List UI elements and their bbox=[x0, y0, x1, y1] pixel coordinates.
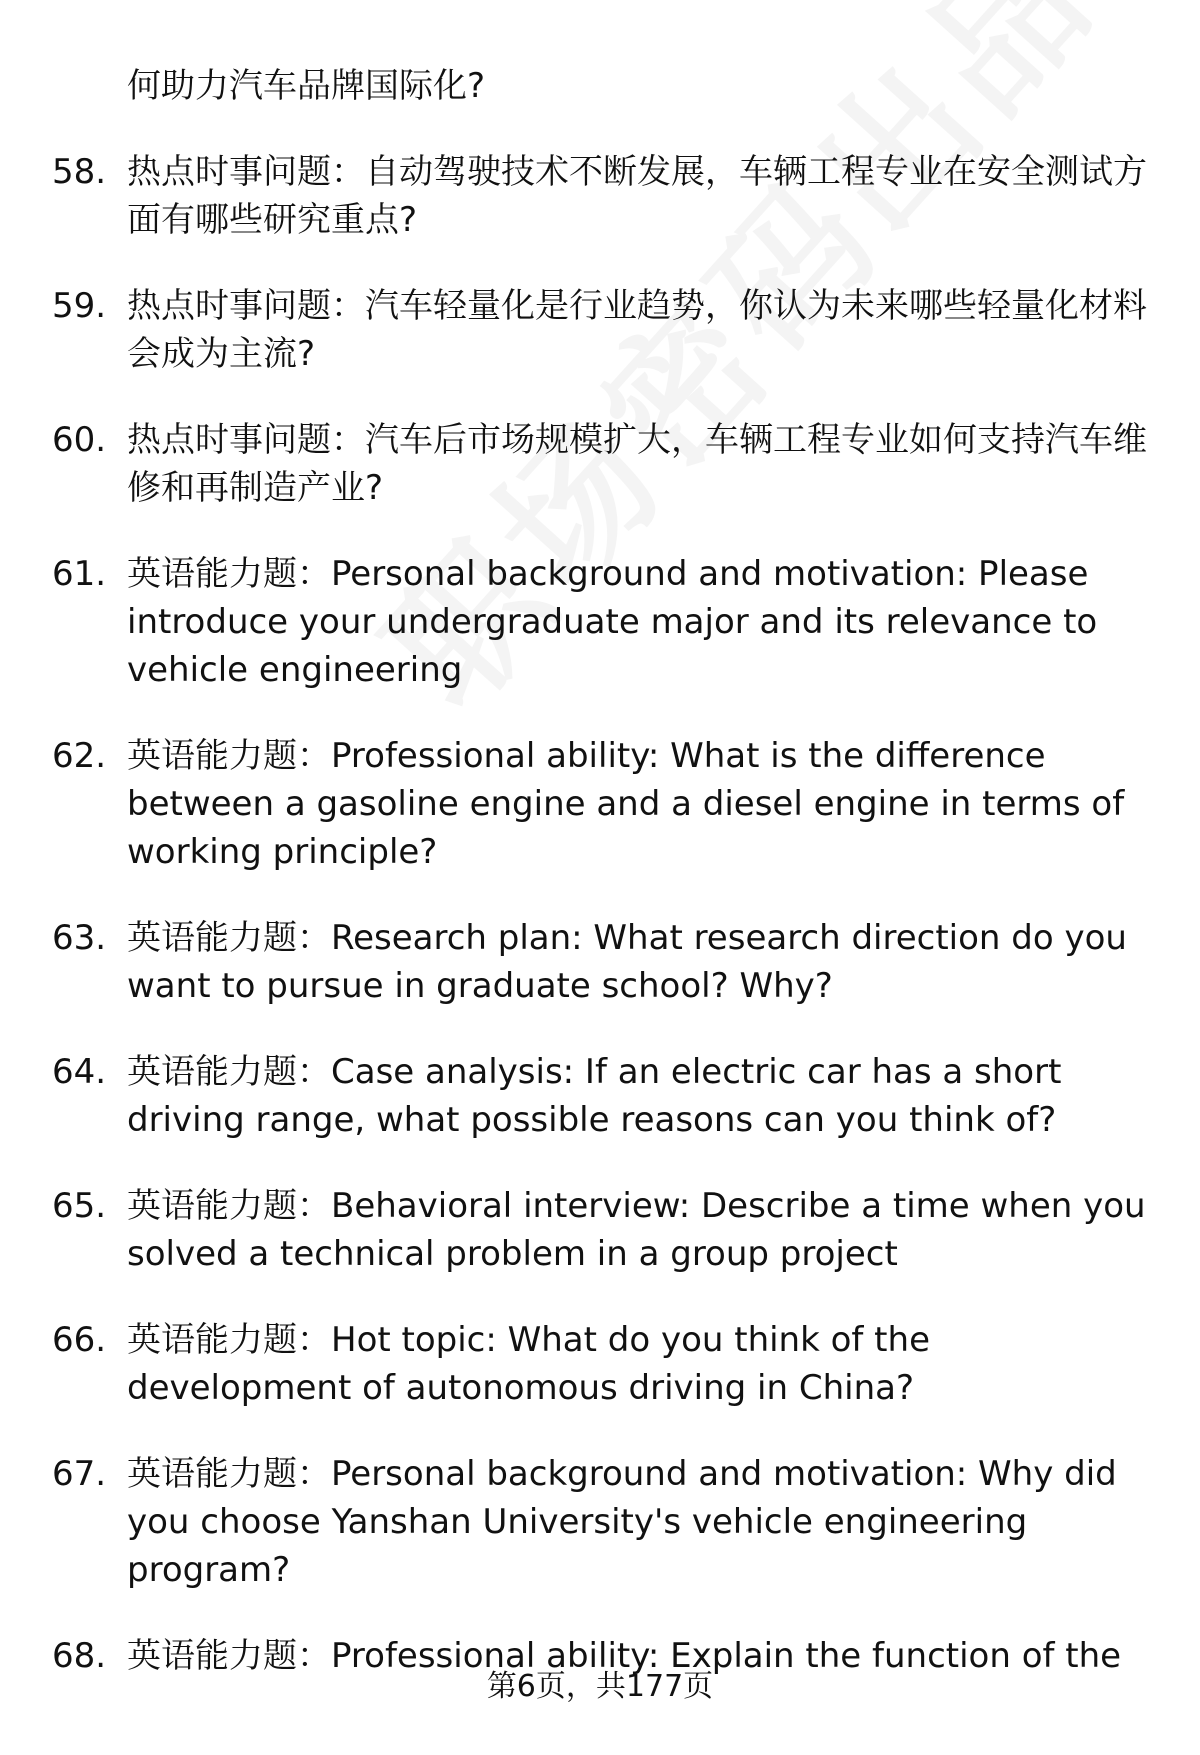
question-number: 58. bbox=[52, 152, 107, 192]
question-number: 61. bbox=[52, 554, 107, 594]
question-text: 英语能力题：Personal background and motivation: Please introduce your undergraduate major and its relevance to vehicle engineering bbox=[127, 554, 1098, 690]
question-text: 英语能力题：Case analysis: If an electric car has a short driving range, what possible reasons can you think of? bbox=[127, 1052, 1062, 1140]
question-text: 英语能力题：Research plan: What research direction do you want to pursue in graduate school? Why? bbox=[127, 918, 1127, 1006]
question-list bbox=[52, 62, 1152, 1718]
question-item bbox=[52, 1450, 1152, 1594]
question-number: 64. bbox=[52, 1052, 107, 1092]
question-item bbox=[52, 282, 1152, 378]
question-item bbox=[52, 914, 1152, 1010]
question-item bbox=[52, 1316, 1152, 1412]
question-item bbox=[52, 1182, 1152, 1278]
question-text: 热点时事问题：汽车后市场规模扩大，车辆工程专业如何支持汽车维修和再制造产业? bbox=[127, 420, 1147, 508]
question-number: 68. bbox=[52, 1636, 107, 1676]
page-footer: 第6页，共177页 bbox=[486, 1669, 714, 1704]
question-text: 英语能力题：Professional ability: Explain the function of the bbox=[127, 1636, 1122, 1676]
question-text: 英语能力题：Hot topic: What do you think of the development of autonomous driving in China? bbox=[127, 1320, 930, 1408]
question-text: 英语能力题：Personal background and motivation: Why did you choose Yanshan University's vehicle engineering program? bbox=[127, 1454, 1117, 1590]
question-item bbox=[52, 416, 1152, 512]
question-item bbox=[52, 550, 1152, 694]
question-number: 66. bbox=[52, 1320, 107, 1360]
question-number: 67. bbox=[52, 1454, 107, 1494]
question-text: 热点时事问题：汽车轻量化是行业趋势，你认为未来哪些轻量化材料会成为主流? bbox=[127, 286, 1147, 374]
question-number: 60. bbox=[52, 420, 107, 460]
question-number: 65. bbox=[52, 1186, 107, 1226]
question-item bbox=[52, 732, 1152, 876]
continuation-text: 何助力汽车品牌国际化? bbox=[127, 66, 486, 106]
question-number: 63. bbox=[52, 918, 107, 958]
question-item bbox=[52, 1048, 1152, 1144]
question-number: 59. bbox=[52, 286, 107, 326]
question-text: 英语能力题：Behavioral interview: Describe a time when you solved a technical problem in a group project bbox=[127, 1186, 1146, 1274]
question-text: 英语能力题：Professional ability: What is the difference between a gasoline engine and a diesel engine in terms of working principle? bbox=[127, 736, 1125, 872]
question-item bbox=[52, 148, 1152, 244]
question-text: 热点时事问题：自动驾驶技术不断发展，车辆工程专业在安全测试方面有哪些研究重点? bbox=[127, 152, 1147, 240]
question-number: 62. bbox=[52, 736, 107, 776]
